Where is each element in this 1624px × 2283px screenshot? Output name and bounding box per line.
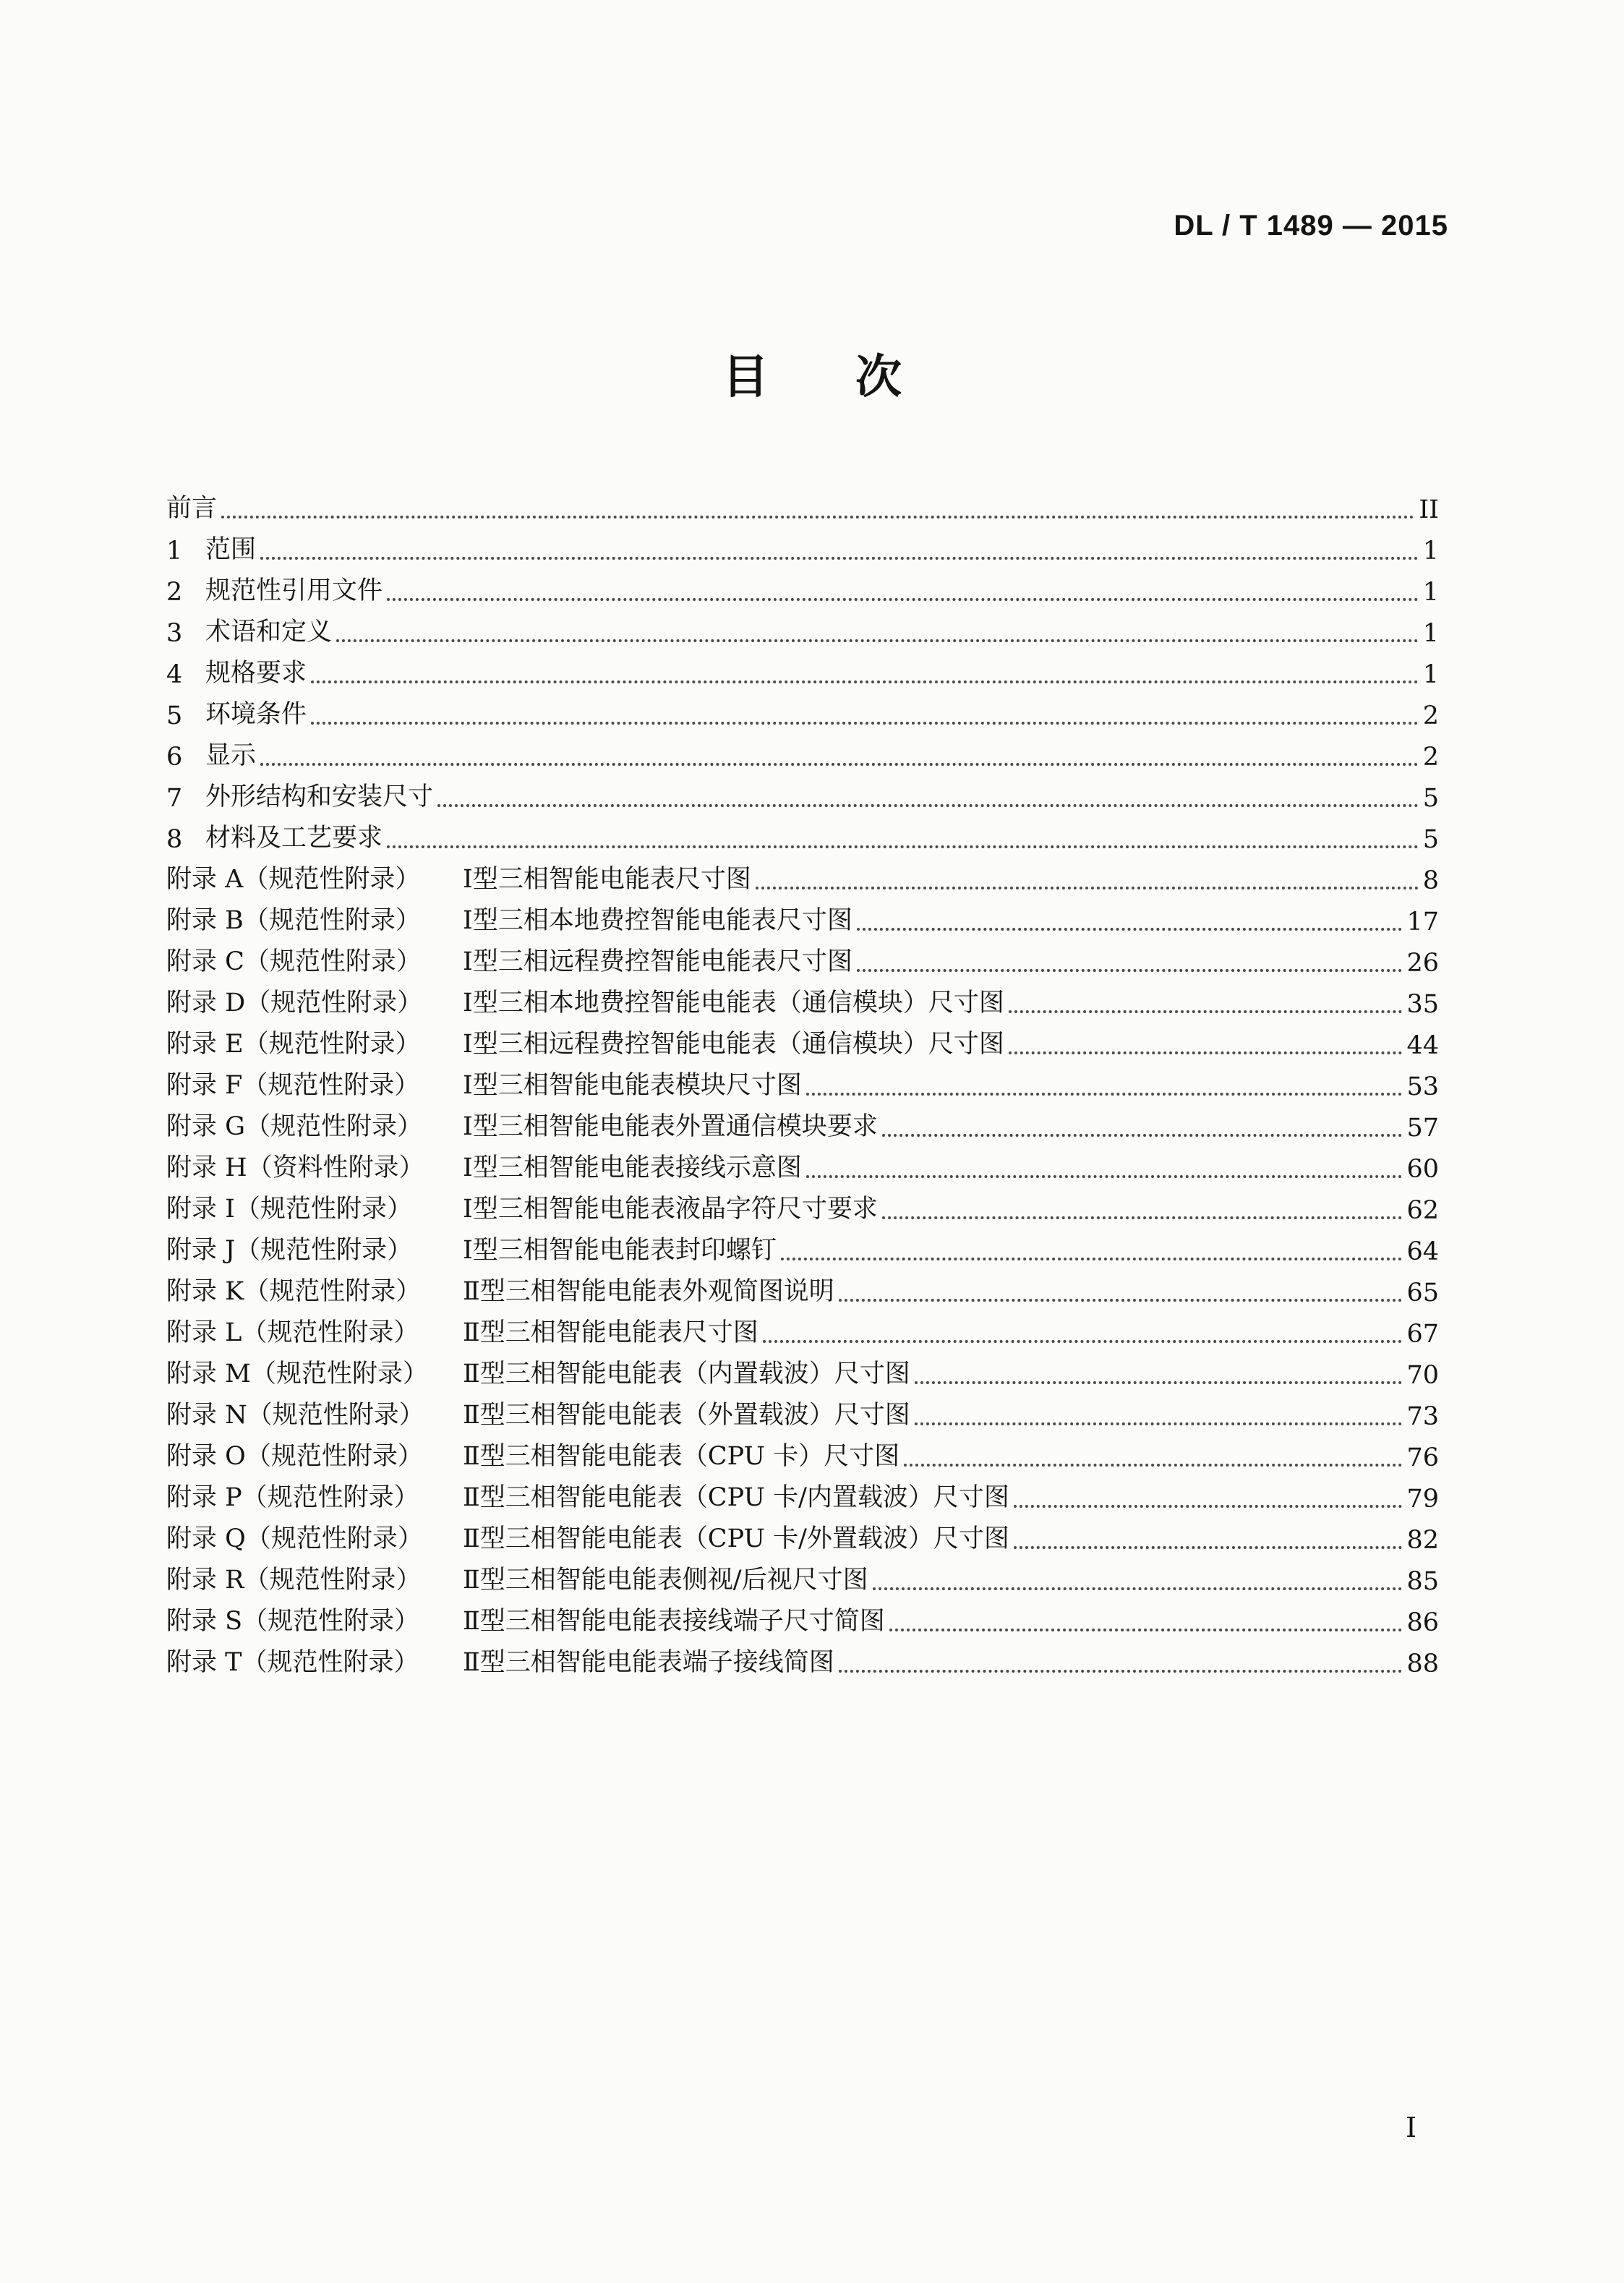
toc-appendix-r[interactable] xyxy=(166,1553,1439,1596)
leader-dots xyxy=(915,1381,1403,1384)
appendix-label: 附录 O（规范性附录） xyxy=(166,1442,423,1471)
toc-entry-title: 外形结构和安装尺寸 xyxy=(205,782,434,811)
toc-entry-1[interactable] xyxy=(166,522,1439,566)
toc-appendix-h[interactable] xyxy=(166,1140,1439,1184)
toc-entry-number: 4 xyxy=(166,660,183,689)
appendix-title: Ⅱ型三相智能电能表接线端子尺寸简图 xyxy=(463,1607,885,1636)
toc-appendix-q[interactable] xyxy=(166,1511,1439,1555)
toc-appendix-b[interactable] xyxy=(166,893,1439,936)
appendix-title: Ⅰ型三相本地费控智能电能表（通信模块）尺寸图 xyxy=(463,989,1004,1017)
appendix-page: 8 xyxy=(1422,866,1439,895)
appendix-page: 88 xyxy=(1406,1650,1439,1678)
appendix-label: 附录 Q（规范性附录） xyxy=(166,1524,423,1553)
toc-entry-title: 规范性引用文件 xyxy=(205,576,383,605)
appendix-page: 17 xyxy=(1406,908,1439,936)
appendix-title: Ⅰ型三相智能电能表接线示意图 xyxy=(463,1153,802,1182)
appendix-page: 79 xyxy=(1406,1485,1439,1514)
appendix-page: 85 xyxy=(1406,1567,1439,1596)
toc-entry-number: 6 xyxy=(166,743,183,772)
appendix-page: 35 xyxy=(1406,990,1439,1019)
leader-dots xyxy=(260,557,1419,560)
toc-appendix-o[interactable] xyxy=(166,1429,1439,1472)
toc-entry-page: II xyxy=(1419,495,1439,524)
appendix-label: 附录 J（规范性附录） xyxy=(166,1236,413,1265)
appendix-label: 附录 P（规范性附录） xyxy=(166,1483,419,1512)
leader-dots xyxy=(839,1670,1403,1673)
leader-dots xyxy=(311,722,1419,725)
leader-dots xyxy=(857,969,1403,972)
appendix-label: 附录 G（规范性附录） xyxy=(166,1112,423,1141)
appendix-label: 附录 H（资料性附录） xyxy=(166,1153,424,1182)
toc-entry-5[interactable] xyxy=(166,687,1439,730)
appendix-page: 64 xyxy=(1406,1237,1439,1266)
toc-appendix-j[interactable] xyxy=(166,1223,1439,1266)
appendix-label: 附录 M（规范性附录） xyxy=(166,1360,428,1388)
toc-entry-page: 2 xyxy=(1422,743,1439,772)
appendix-title: Ⅰ型三相智能电能表模块尺寸图 xyxy=(463,1071,802,1100)
appendix-label: 附录 L（规范性附录） xyxy=(166,1318,419,1347)
appendix-title: Ⅰ型三相智能电能表外置通信模块要求 xyxy=(463,1112,878,1141)
appendix-title: Ⅱ型三相智能电能表端子接线简图 xyxy=(463,1648,834,1677)
appendix-page: 60 xyxy=(1406,1155,1439,1184)
appendix-page: 53 xyxy=(1406,1072,1439,1101)
leader-dots xyxy=(311,680,1419,683)
leader-dots xyxy=(882,1134,1403,1137)
toc-entry-number: 8 xyxy=(166,825,183,854)
appendix-title: Ⅰ型三相远程费控智能电能表尺寸图 xyxy=(463,947,852,976)
toc-appendix-m[interactable] xyxy=(166,1347,1439,1390)
appendix-title: Ⅰ型三相智能电能表封印螺钉 xyxy=(463,1236,777,1265)
toc-entry-7[interactable] xyxy=(166,769,1439,813)
appendix-page: 67 xyxy=(1406,1320,1439,1349)
leader-dots xyxy=(221,516,1414,519)
leader-dots xyxy=(763,1340,1403,1343)
appendix-title: Ⅱ型三相智能电能表尺寸图 xyxy=(463,1318,758,1347)
leader-dots xyxy=(336,639,1419,642)
appendix-label: 附录 E（规范性附录） xyxy=(166,1030,421,1059)
leader-dots xyxy=(915,1422,1403,1425)
toc-entry-title: 环境条件 xyxy=(205,700,307,729)
appendix-title: Ⅱ型三相智能电能表外观简图说明 xyxy=(463,1277,834,1306)
toc-appendix-f[interactable] xyxy=(166,1058,1439,1101)
appendix-page: 26 xyxy=(1406,949,1439,978)
leader-dots xyxy=(839,1299,1403,1302)
toc-entry-2[interactable] xyxy=(166,563,1439,607)
appendix-page: 65 xyxy=(1406,1279,1439,1307)
leader-dots xyxy=(387,845,1419,848)
leader-dots xyxy=(882,1216,1403,1219)
page-number: I xyxy=(1406,2112,1417,2143)
leader-dots xyxy=(806,1175,1403,1178)
appendix-title: Ⅱ型三相智能电能表（CPU 卡）尺寸图 xyxy=(463,1442,900,1471)
toc-entry-title: 前言 xyxy=(166,494,218,523)
leader-dots xyxy=(756,887,1419,889)
toc-entry-page: 5 xyxy=(1422,784,1439,813)
appendix-title: Ⅰ型三相智能电能表液晶字符尺寸要求 xyxy=(463,1195,878,1224)
appendix-title: Ⅰ型三相本地费控智能电能表尺寸图 xyxy=(463,906,852,935)
toc-appendix-i[interactable] xyxy=(166,1182,1439,1225)
toc-entry-page: 1 xyxy=(1422,537,1439,566)
appendix-page: 73 xyxy=(1406,1402,1439,1431)
appendix-title: Ⅱ型三相智能电能表（内置载波）尺寸图 xyxy=(463,1360,910,1388)
appendix-page: 44 xyxy=(1406,1031,1439,1060)
leader-dots xyxy=(1009,1051,1403,1054)
toc-entry-page: 2 xyxy=(1422,701,1439,730)
title-char-1: 目 xyxy=(722,351,769,404)
toc-entry-number: 2 xyxy=(166,578,183,607)
toc-entry-8[interactable] xyxy=(166,811,1439,854)
appendix-title: Ⅱ型三相智能电能表（CPU 卡/外置载波）尺寸图 xyxy=(463,1524,1009,1553)
appendix-label: 附录 C（规范性附录） xyxy=(166,947,422,976)
appendix-label: 附录 F（规范性附录） xyxy=(166,1071,420,1100)
leader-dots xyxy=(904,1464,1402,1467)
appendix-label: 附录 R（规范性附录） xyxy=(166,1566,422,1595)
toc-entry-title: 材料及工艺要求 xyxy=(205,824,383,853)
leader-dots xyxy=(437,804,1419,807)
toc-entry-title: 范围 xyxy=(205,535,257,564)
toc-entry-page: 1 xyxy=(1422,660,1439,689)
toc-appendix-g[interactable] xyxy=(166,1099,1439,1143)
appendix-label: 附录 T（规范性附录） xyxy=(166,1648,419,1677)
leader-dots xyxy=(857,928,1403,931)
toc-entry-page: 5 xyxy=(1422,825,1439,854)
appendix-label: 附录 A（规范性附录） xyxy=(166,865,421,894)
toc-entry-number: 1 xyxy=(166,537,183,566)
appendix-label: 附录 K（规范性附录） xyxy=(166,1277,422,1306)
toc-entry-number: 7 xyxy=(166,784,183,813)
leader-dots xyxy=(806,1093,1403,1096)
toc-entry-4[interactable] xyxy=(166,646,1439,689)
toc-entry-title: 显示 xyxy=(205,741,257,770)
appendix-label: 附录 I（规范性附录） xyxy=(166,1195,412,1224)
toc-appendix-c[interactable] xyxy=(166,934,1439,978)
toc-entry-number: 5 xyxy=(166,701,183,730)
toc-entry-page: 1 xyxy=(1422,578,1439,607)
toc-appendix-t[interactable] xyxy=(166,1635,1439,1678)
toc-entry-foreword[interactable] xyxy=(166,481,1439,524)
toc-entry-title: 术语和定义 xyxy=(205,618,333,647)
page-title xyxy=(0,340,1624,406)
title-char-2: 次 xyxy=(855,351,902,404)
appendix-page: 57 xyxy=(1406,1114,1439,1143)
appendix-page: 86 xyxy=(1406,1608,1439,1637)
appendix-title: Ⅱ型三相智能电能表（CPU 卡/内置载波）尺寸图 xyxy=(463,1483,1009,1512)
toc-entry-number: 3 xyxy=(166,619,183,648)
appendix-label: 附录 B（规范性附录） xyxy=(166,906,421,935)
toc-appendix-d[interactable] xyxy=(166,976,1439,1019)
appendix-title: Ⅱ型三相智能电能表侧视/后视尺寸图 xyxy=(463,1566,868,1595)
appendix-title: Ⅰ型三相远程费控智能电能表（通信模块）尺寸图 xyxy=(463,1030,1004,1059)
toc-appendix-l[interactable] xyxy=(166,1305,1439,1349)
toc-entry-title: 规格要求 xyxy=(205,659,307,688)
appendix-page: 82 xyxy=(1406,1526,1439,1555)
appendix-label: 附录 S（规范性附录） xyxy=(166,1607,420,1636)
leader-dots xyxy=(1014,1546,1403,1549)
leader-dots xyxy=(387,598,1419,601)
toc-appendix-e[interactable] xyxy=(166,1017,1439,1060)
leader-dots xyxy=(873,1587,1403,1590)
appendix-label: 附录 D（规范性附录） xyxy=(166,989,423,1017)
toc-appendix-p[interactable] xyxy=(166,1470,1439,1514)
toc-appendix-a[interactable] xyxy=(166,852,1439,895)
leader-dots xyxy=(1009,1010,1403,1013)
leader-dots xyxy=(889,1629,1403,1631)
appendix-page: 70 xyxy=(1406,1361,1439,1390)
toc-entry-3[interactable] xyxy=(166,605,1439,648)
appendix-label: 附录 N（规范性附录） xyxy=(166,1401,424,1430)
toc-appendix-k[interactable] xyxy=(166,1264,1439,1307)
leader-dots xyxy=(781,1258,1403,1260)
leader-dots xyxy=(260,763,1419,766)
appendix-title: Ⅰ型三相智能电能表尺寸图 xyxy=(463,865,751,894)
appendix-page: 62 xyxy=(1406,1196,1439,1225)
leader-dots xyxy=(1014,1505,1403,1508)
toc-appendix-n[interactable] xyxy=(166,1388,1439,1431)
toc-entry-page: 1 xyxy=(1422,619,1439,648)
appendix-page: 76 xyxy=(1406,1443,1439,1472)
toc-appendix-s[interactable] xyxy=(166,1594,1439,1637)
toc-entry-6[interactable] xyxy=(166,728,1439,772)
appendix-title: Ⅱ型三相智能电能表（外置载波）尺寸图 xyxy=(463,1401,910,1430)
document-code: DL / T 1489 — 2015 xyxy=(1174,210,1448,242)
